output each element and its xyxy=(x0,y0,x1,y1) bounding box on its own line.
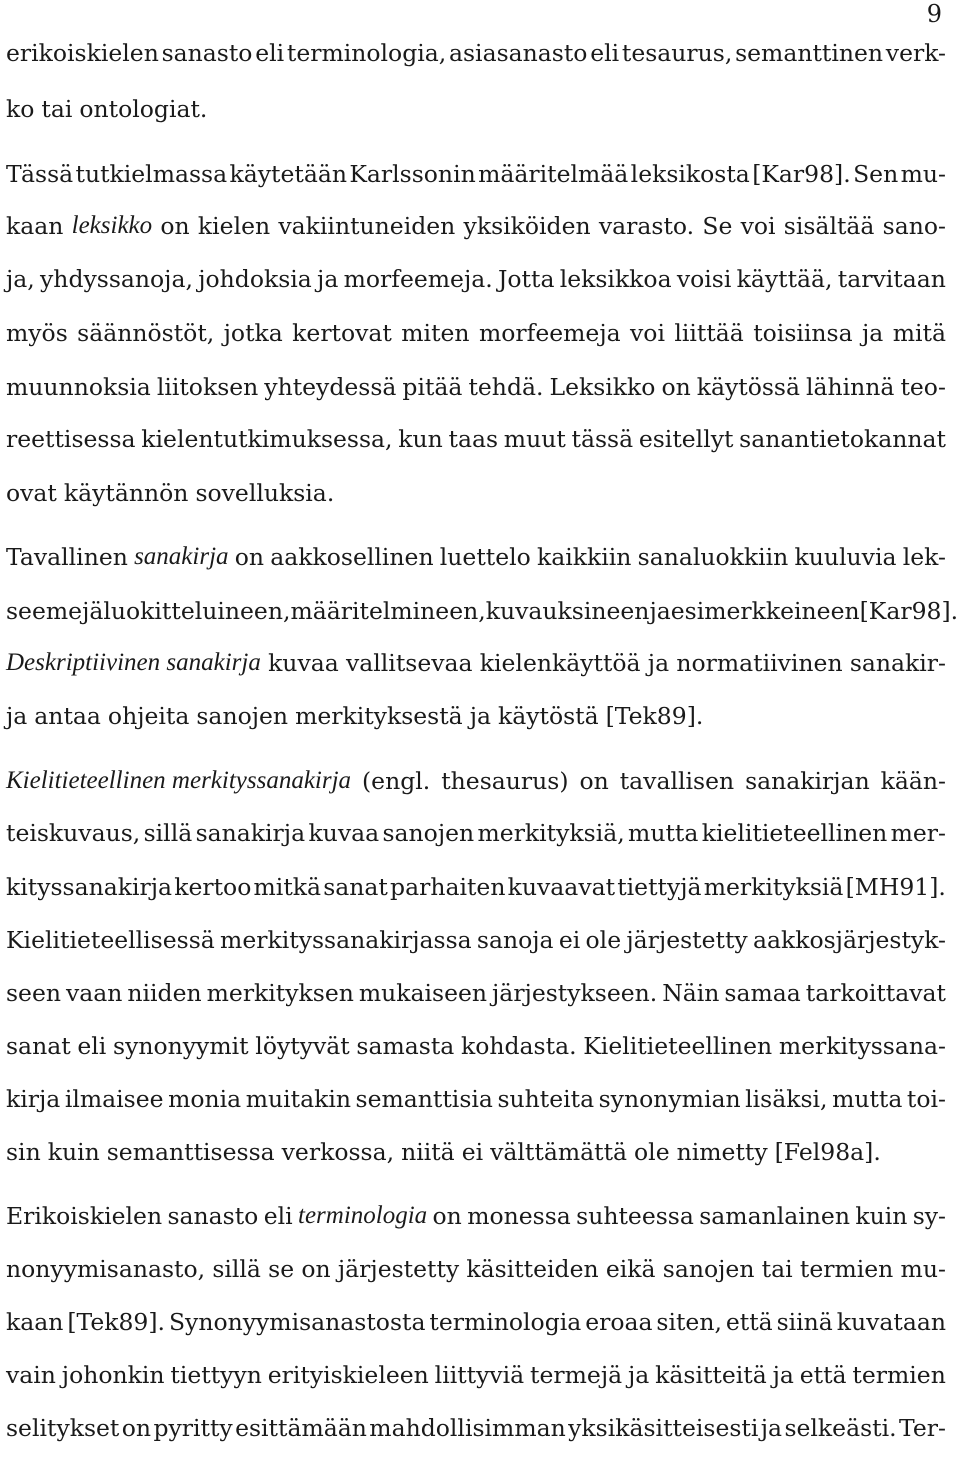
word: kuin xyxy=(855,1202,908,1230)
word: merkityssana- xyxy=(778,1032,946,1060)
word: normatiivinen xyxy=(676,649,843,677)
word: mu- xyxy=(900,1255,946,1283)
word: voi xyxy=(740,212,776,240)
word: Näin xyxy=(662,979,720,1007)
word: pitää xyxy=(402,373,463,401)
word: yksiköiden xyxy=(463,212,591,240)
word: [Kar98]. xyxy=(859,597,959,625)
word: merkityksiä, xyxy=(477,819,625,847)
word: kuin xyxy=(47,1138,100,1166)
word: löytyvät xyxy=(255,1032,350,1060)
word: termien xyxy=(799,1255,894,1283)
word: tässä xyxy=(571,425,634,453)
word: mahdollisimman xyxy=(369,1414,566,1442)
text-line xyxy=(6,319,946,347)
word: kertovat xyxy=(292,319,392,347)
word: liitoksen xyxy=(156,373,259,401)
word: terminologia xyxy=(429,1308,582,1336)
word: kohdasta. xyxy=(460,1032,577,1060)
text-line xyxy=(6,819,946,847)
word: kirja xyxy=(6,1085,61,1113)
word: voi xyxy=(630,319,665,347)
text-line xyxy=(6,39,946,67)
word: lek- xyxy=(902,543,946,571)
word: sanakirja xyxy=(195,819,306,847)
word: ja xyxy=(469,702,491,730)
word: sanat xyxy=(323,873,388,901)
word: asiasanasto xyxy=(448,39,588,67)
word: Sen xyxy=(853,160,899,188)
word: liittää xyxy=(674,319,744,347)
word: (engl. xyxy=(362,767,431,795)
italic-term: leksikko xyxy=(71,212,153,239)
text-line xyxy=(6,767,946,795)
text-line xyxy=(6,873,946,901)
word: merkityksiä xyxy=(703,873,844,901)
word: luettelo xyxy=(439,543,531,571)
word: [MH91]. xyxy=(845,873,946,901)
word: termejä xyxy=(530,1361,623,1389)
word: sanojen xyxy=(196,702,289,730)
word: ko xyxy=(6,95,35,123)
word: tehdä. xyxy=(468,373,544,401)
word: [Tek89]. xyxy=(67,1308,166,1336)
word: Erikoiskielen xyxy=(6,1202,163,1230)
word: pyritty xyxy=(153,1414,233,1442)
word: yhdyssanoja, xyxy=(40,265,193,293)
word: muitakin xyxy=(245,1085,351,1113)
word: on xyxy=(121,1414,152,1442)
word: eli xyxy=(77,1032,107,1060)
text-line xyxy=(6,265,946,293)
word: miten xyxy=(401,319,470,347)
word: ohjeita xyxy=(107,702,190,730)
word: käytöstä xyxy=(497,702,599,730)
word: sanasto xyxy=(161,39,253,67)
word: on xyxy=(234,543,265,571)
word: Kielitieteellisessä xyxy=(6,926,215,954)
word: merkityksestä xyxy=(295,702,463,730)
word: käytännön xyxy=(63,479,189,507)
word: terminologia, xyxy=(286,39,447,67)
word: aakkosjärjestyk- xyxy=(752,926,946,954)
italic-term: Kielitieteellinen merkityssanakirja xyxy=(6,767,352,794)
text-line xyxy=(6,979,946,1007)
word: synonymian xyxy=(598,1085,741,1113)
word: ole xyxy=(585,926,622,954)
word: kielenkäyttöä xyxy=(479,649,641,677)
word: eli xyxy=(263,1202,293,1230)
word: käsitteiden xyxy=(466,1255,599,1283)
word: kään- xyxy=(880,767,946,795)
word: sy- xyxy=(912,1202,946,1230)
word: sin xyxy=(6,1138,41,1166)
text-line xyxy=(6,926,946,954)
word: kielen xyxy=(197,212,271,240)
word: sanoja xyxy=(476,926,554,954)
word: säännöstöt, xyxy=(77,319,215,347)
word: on xyxy=(661,373,691,401)
word: siten, xyxy=(656,1308,722,1336)
word: verkossa, xyxy=(281,1138,395,1166)
word: Jotta xyxy=(497,265,555,293)
word: ja xyxy=(760,1414,783,1442)
word: kuvaa xyxy=(308,819,380,847)
word: esimerkkeineen xyxy=(670,597,860,625)
word: ja, xyxy=(6,265,35,293)
word: määritelmää xyxy=(478,160,629,188)
word: semanttisessa xyxy=(106,1138,275,1166)
word: se xyxy=(268,1255,295,1283)
word: merkityssanakirjassa xyxy=(220,926,472,954)
word: liittyviä xyxy=(434,1361,525,1389)
word: että xyxy=(799,1361,847,1389)
word: ja xyxy=(647,649,670,677)
word: [Kar98]. xyxy=(752,160,851,188)
word: kuvaa xyxy=(268,649,339,677)
word: monia xyxy=(168,1085,242,1113)
text-line xyxy=(6,95,946,123)
word: monessa xyxy=(467,1202,571,1230)
word: ei xyxy=(461,1138,484,1166)
word: nimetty xyxy=(676,1138,768,1166)
text-line xyxy=(6,1255,946,1283)
word: Tavallinen xyxy=(6,543,128,571)
word: esitellyt xyxy=(638,425,734,453)
word: erityiskieleen xyxy=(267,1361,429,1389)
word: sovelluksia. xyxy=(195,479,335,507)
word: [Fel98a]. xyxy=(774,1138,881,1166)
word: eli xyxy=(590,39,620,67)
word: sillä xyxy=(143,819,193,847)
word: siinä xyxy=(776,1308,833,1336)
word: tarvitaan xyxy=(837,265,946,293)
word: kuvaavat xyxy=(507,873,616,901)
word: muunnoksia xyxy=(6,373,151,401)
word: samanlainen xyxy=(699,1202,850,1230)
word: määritelmineen, xyxy=(290,597,486,625)
word: niiden xyxy=(127,979,202,1007)
word: ja xyxy=(627,1361,650,1389)
text-line xyxy=(6,479,946,507)
text-line xyxy=(6,1032,946,1060)
word: sanasto xyxy=(167,1202,259,1230)
word: sanantietokannat xyxy=(739,425,946,453)
word: morfeemeja xyxy=(478,319,621,347)
word: semanttisia xyxy=(355,1085,493,1113)
word: taas xyxy=(448,425,499,453)
word: tai xyxy=(41,95,73,123)
word: suhteessa xyxy=(576,1202,694,1230)
word: ja xyxy=(6,702,28,730)
word: samaa xyxy=(724,979,801,1007)
word: tutkielmassa xyxy=(75,160,228,188)
word: thesaurus) xyxy=(441,767,569,795)
word: luokitteluineen, xyxy=(103,597,291,625)
word: yksikäsitteisesti xyxy=(568,1414,759,1442)
word: termien xyxy=(852,1361,946,1389)
word: semanttinen xyxy=(735,39,884,67)
text-line xyxy=(6,597,959,625)
word: teiskuvaus, xyxy=(6,819,141,847)
word: Karlssonin xyxy=(349,160,476,188)
word: morfeemeja. xyxy=(343,265,493,293)
italic-term: terminologia xyxy=(298,1202,428,1229)
word: johdoksia xyxy=(198,265,312,293)
word: järjestetty xyxy=(337,1255,460,1283)
word: järjestykseen. xyxy=(492,979,658,1007)
word: tiettyyn xyxy=(170,1361,262,1389)
word: mu- xyxy=(900,160,946,188)
word: sanakirjan xyxy=(745,767,870,795)
word: yhteydessä xyxy=(264,373,397,401)
italic-term: sanakirja xyxy=(134,543,229,570)
word: merkityksen xyxy=(206,979,354,1007)
word: jotka xyxy=(223,319,283,347)
word: sisältää xyxy=(783,212,875,240)
word: kityssanakirja xyxy=(6,873,173,901)
word: mutta xyxy=(628,819,699,847)
word: on xyxy=(579,767,609,795)
word: vain xyxy=(6,1361,56,1389)
word: parhaiten xyxy=(390,873,506,901)
word: selkeästi. xyxy=(784,1414,897,1442)
word: eroaa xyxy=(585,1308,653,1336)
word: lisäksi, xyxy=(745,1085,828,1113)
word: vallitsevaa xyxy=(345,649,473,677)
word: sanat xyxy=(6,1032,71,1060)
word: lähinnä xyxy=(805,373,895,401)
text-line xyxy=(6,1361,946,1389)
text-line xyxy=(6,160,946,188)
word: aakkosellinen xyxy=(270,543,434,571)
word: antaa xyxy=(34,702,101,730)
word: tarkoittavat xyxy=(805,979,946,1007)
word: [Tek89]. xyxy=(605,702,704,730)
word: eikä xyxy=(605,1255,656,1283)
word: sano- xyxy=(882,212,946,240)
word: on xyxy=(301,1255,331,1283)
word: tesaurus, xyxy=(621,39,733,67)
word: on xyxy=(432,1202,462,1230)
word: toisiinsa xyxy=(753,319,853,347)
word: käytössä xyxy=(696,373,800,401)
word: sanakir- xyxy=(849,649,946,677)
word: vakiintuneiden xyxy=(278,212,456,240)
word: sanojen xyxy=(382,819,475,847)
word: johonkin xyxy=(61,1361,165,1389)
word: välttämättä xyxy=(490,1138,628,1166)
text-line xyxy=(6,425,946,453)
word: Synonyymisanastosta xyxy=(168,1308,426,1336)
word: ontologiat. xyxy=(79,95,208,123)
word: Tässä xyxy=(6,160,74,188)
word: tavallisen xyxy=(619,767,735,795)
text-line xyxy=(6,1202,946,1230)
text-line xyxy=(6,543,946,571)
word: esittämään xyxy=(235,1414,367,1442)
word: kuvataan xyxy=(836,1308,946,1336)
word: ja xyxy=(317,265,339,293)
word: selitykset xyxy=(6,1414,120,1442)
word: sanojen xyxy=(662,1255,755,1283)
word: sanaluokkiin xyxy=(637,543,789,571)
word: ja xyxy=(772,1361,794,1389)
word: kielitieteellinen xyxy=(701,819,888,847)
word: tiettyjä xyxy=(617,873,702,901)
word: mitkä xyxy=(253,873,322,901)
word: toi- xyxy=(906,1085,946,1113)
word: ja xyxy=(649,597,671,625)
word: ja xyxy=(862,319,884,347)
text-line xyxy=(6,1414,946,1442)
word: kertoo xyxy=(174,873,252,901)
word: mitä xyxy=(892,319,946,347)
text-line xyxy=(6,702,946,730)
word: vaan xyxy=(65,979,123,1007)
text-line xyxy=(6,1085,946,1113)
word: eli xyxy=(255,39,285,67)
word: sillä xyxy=(212,1255,261,1283)
word: ovat xyxy=(6,479,57,507)
word: muut xyxy=(503,425,566,453)
word: kaikkiin xyxy=(537,543,632,571)
word: kaan xyxy=(6,1308,64,1336)
word: ei xyxy=(558,926,581,954)
word: synonyymit xyxy=(113,1032,249,1060)
word: käytetään xyxy=(229,160,347,188)
word: Leksikko xyxy=(549,373,656,401)
text-line xyxy=(6,212,946,240)
word: että xyxy=(725,1308,773,1336)
word: erikoiskielen xyxy=(6,39,159,67)
word: leksikosta xyxy=(630,160,750,188)
word: Kielitieteellinen xyxy=(583,1032,773,1060)
word: kielentutkimuksessa, xyxy=(141,425,393,453)
word: on xyxy=(160,212,190,240)
word: kaan xyxy=(6,212,64,240)
word: niitä xyxy=(401,1138,455,1166)
text-line xyxy=(6,1138,946,1166)
word: ilmaisee xyxy=(64,1085,164,1113)
word: reettisessa xyxy=(6,425,136,453)
word: myös xyxy=(6,319,68,347)
page-number: 9 xyxy=(926,0,942,28)
word: seen xyxy=(6,979,62,1007)
text-line xyxy=(6,373,946,401)
text-line xyxy=(6,649,946,677)
word: leksikkoa xyxy=(559,265,672,293)
word: suhteita xyxy=(497,1085,595,1113)
word: nonyymisanasto, xyxy=(6,1255,206,1283)
word: samasta xyxy=(356,1032,455,1060)
word: käyttää, xyxy=(736,265,833,293)
word: käsitteitä xyxy=(655,1361,767,1389)
word: järjestetty xyxy=(626,926,748,954)
word: teo- xyxy=(900,373,946,401)
word: Se xyxy=(702,212,733,240)
word: ole xyxy=(634,1138,670,1166)
word: verk- xyxy=(885,39,946,67)
italic-term: Deskriptiivinen sanakirja xyxy=(6,649,261,676)
word: kuuluvia xyxy=(794,543,897,571)
word: varasto. xyxy=(598,212,695,240)
word: tai xyxy=(761,1255,793,1283)
word: kuvauksineen xyxy=(485,597,650,625)
word: kun xyxy=(398,425,443,453)
word: Ter- xyxy=(898,1414,946,1442)
word: seemejä xyxy=(6,597,104,625)
word: mukaiseen xyxy=(358,979,488,1007)
word: mer- xyxy=(890,819,946,847)
text-line xyxy=(6,1308,946,1336)
word: mutta xyxy=(832,1085,903,1113)
word: voisi xyxy=(676,265,732,293)
